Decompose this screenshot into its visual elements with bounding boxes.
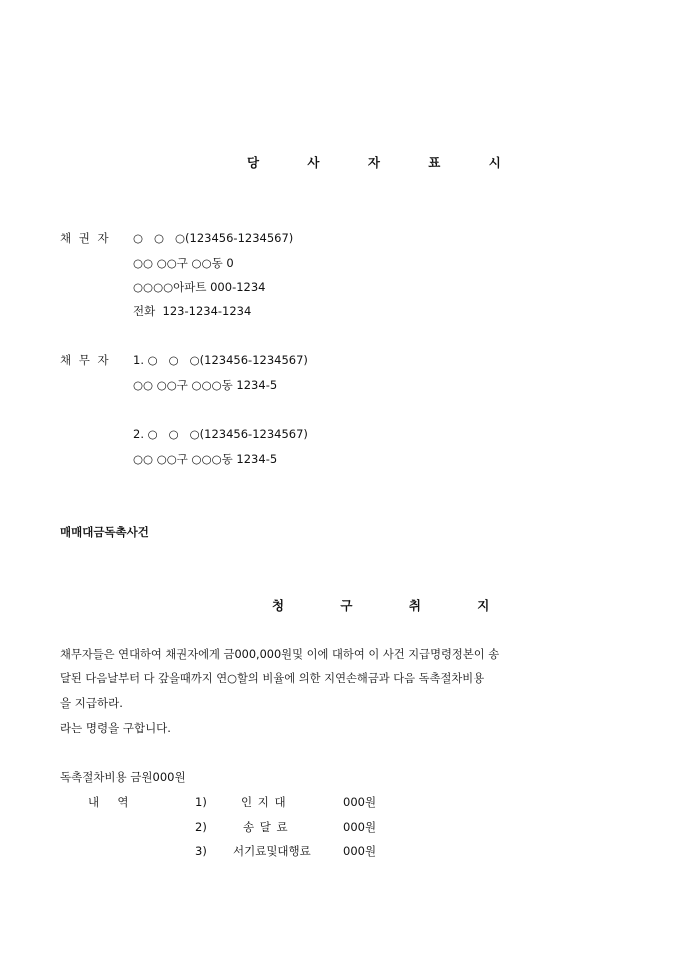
cost-item-amount: 000원 [343, 795, 377, 809]
costs-header: 독촉절차비용 금원000원 [60, 770, 186, 784]
case-name: 매매대금독촉사건 [60, 525, 149, 539]
cost-item-no: 1) [195, 795, 207, 809]
cost-item-no: 3) [195, 844, 207, 858]
creditor-address-2: ○○○○아파트 000-1234 [133, 280, 266, 294]
debtor-label: 채 무 자 [60, 353, 111, 367]
debtor-1-address: ○○ ○○구 ○○○동 1234-5 [133, 378, 278, 392]
claim-paragraph-line-1: 채무자들은 연대하여 채권자에게 금000,000원및 이에 대하여 이 사건 지급명령정본이 송 [60, 648, 500, 661]
claim-paragraph-line-3: 을 지급하라. [60, 696, 123, 710]
debtor-2-address: ○○ ○○구 ○○○동 1234-5 [133, 452, 278, 466]
claim-paragraph-line-2: 달된 다음날부터 다 갚을때까지 연○할의 비율에 의한 지연손해금과 다음 독촉절차비용 [60, 672, 485, 685]
cost-item-amount: 000원 [343, 820, 377, 834]
debtor-2-name: 2. ○ ○ ○(123456-1234567) [133, 427, 308, 441]
cost-item-name: 송 달 료 [243, 820, 289, 834]
costs-breakdown-label: 내 역 [88, 795, 129, 809]
creditor-address-1: ○○ ○○구 ○○동 0 [133, 256, 234, 270]
cost-item-amount: 000원 [343, 844, 377, 858]
creditor-phone: 전화 123-1234-1234 [133, 304, 252, 318]
creditor-name: ○ ○ ○(123456-1234567) [133, 231, 294, 245]
creditor-label: 채 권 자 [60, 231, 111, 245]
claim-title: 청 구 취 지 [272, 598, 516, 613]
debtor-1-name: 1. ○ ○ ○(123456-1234567) [133, 353, 308, 367]
cost-item-name: 인 지 대 [241, 795, 287, 809]
claim-closing: 라는 명령을 구합니다. [60, 721, 171, 735]
parties-title: 당 사 자 표 시 [247, 155, 523, 170]
cost-item-name: 서기료및대행료 [233, 844, 311, 858]
cost-item-no: 2) [195, 820, 207, 834]
